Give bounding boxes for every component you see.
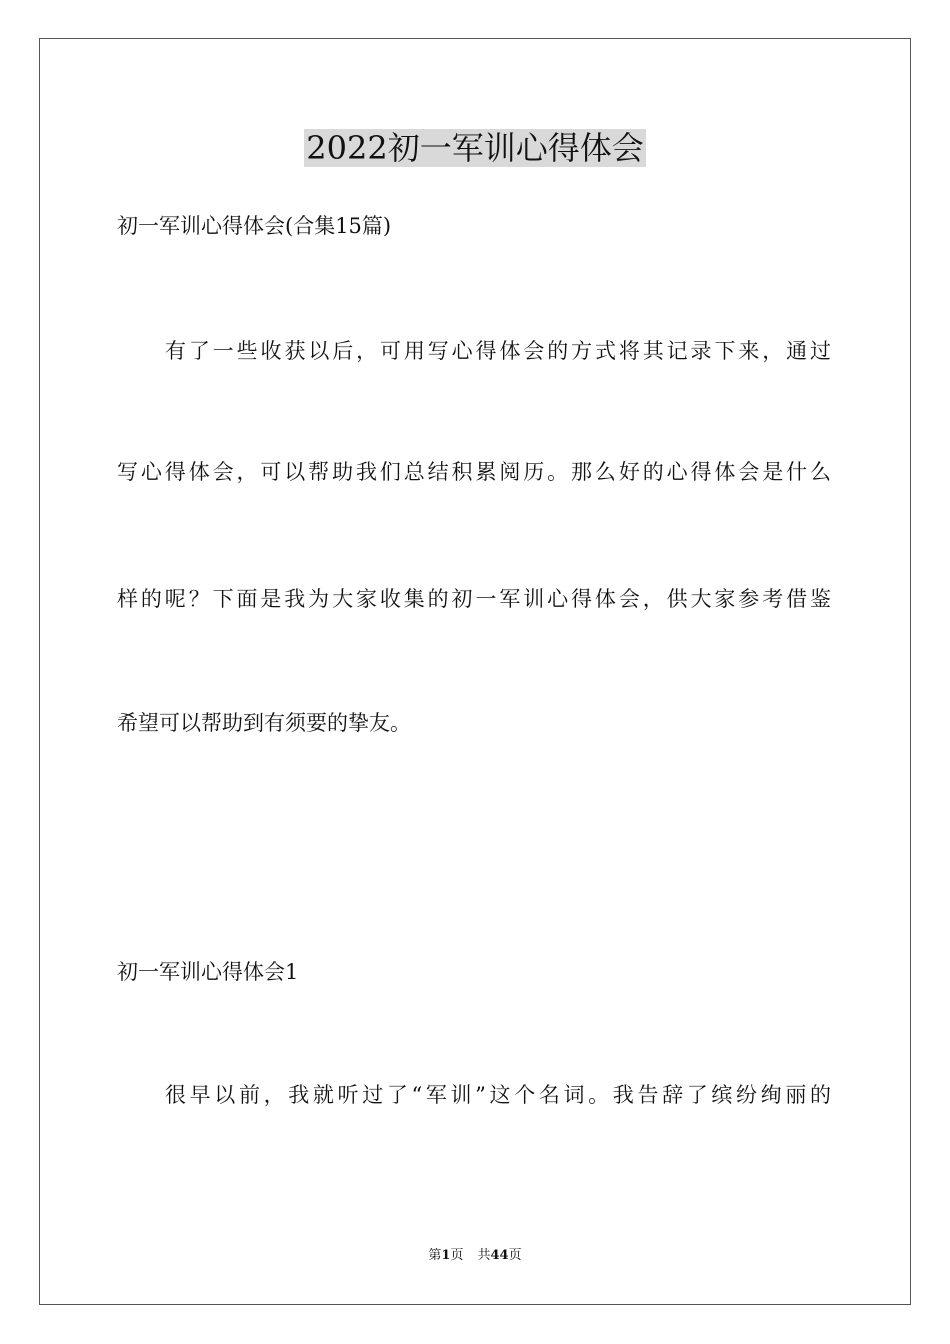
intro-line-3: 样的呢？下面是我为大家收集的初一军训心得体会，供大家参考借鉴 [117, 587, 831, 611]
section-heading: 初一军训心得体会1 [117, 960, 299, 984]
section-line-1: 很早以前，我就听过了“军训”这个名词。我告辞了缤纷绚丽的 [165, 1083, 831, 1107]
total-suffix: 页 [508, 1248, 522, 1263]
page-total: 44 [490, 1248, 509, 1263]
intro-line-4: 希望可以帮助到有须要的挚友。 [117, 711, 411, 735]
document-subtitle: 初一军训心得体会(合集15篇) [117, 214, 392, 238]
total-prefix: 共 [477, 1248, 491, 1263]
document-title-text: 2022初一军训心得体会 [306, 129, 644, 167]
document-title [0, 126, 950, 170]
page-footer [0, 1247, 950, 1265]
intro-line-1: 有了一些收获以后，可用写心得体会的方式将其记录下来，通过 [165, 339, 831, 363]
intro-line-2: 写心得体会，可以帮助我们总结积累阅历。那么好的心得体会是什么 [117, 460, 831, 484]
page-prefix: 第 [428, 1248, 442, 1263]
page-current: 1 [441, 1248, 451, 1263]
page-suffix: 页 [450, 1248, 464, 1263]
